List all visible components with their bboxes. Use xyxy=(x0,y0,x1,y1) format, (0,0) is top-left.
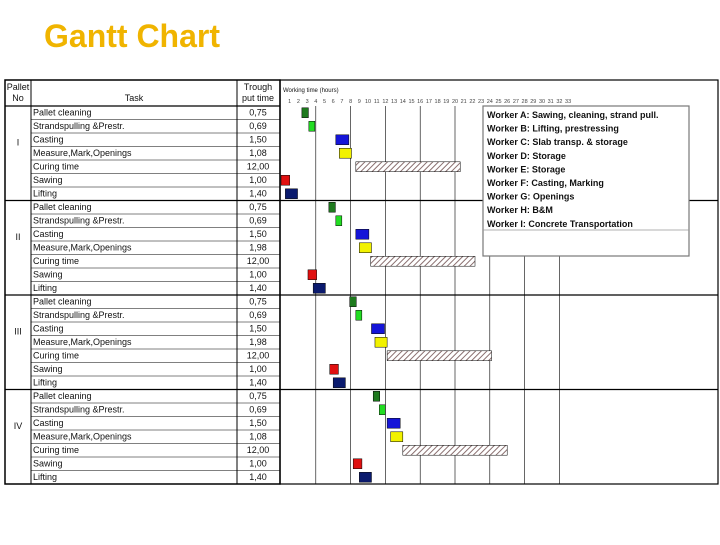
x-tick-label: 2 xyxy=(296,99,300,105)
time-value: 1,50 xyxy=(249,134,267,145)
x-tick-label: 18 xyxy=(434,99,441,105)
x-tick-label: 13 xyxy=(391,99,398,105)
task-label: Lifting xyxy=(33,188,58,199)
x-tick-label: 8 xyxy=(349,99,353,105)
time-value: 12,00 xyxy=(246,161,270,172)
gantt-bar xyxy=(350,297,357,307)
time-value: 12,00 xyxy=(246,256,270,267)
x-tick-label: 14 xyxy=(399,99,406,105)
gantt-bar xyxy=(309,121,315,131)
legend-entry: Worker E: Storage xyxy=(487,164,566,175)
pallet-column-header: Pallet xyxy=(6,82,30,92)
time-value: 12,00 xyxy=(246,445,270,456)
x-tick-label: 22 xyxy=(469,99,476,105)
task-label: Lifting xyxy=(33,283,58,294)
time-value: 1,98 xyxy=(249,242,267,253)
gantt-bar xyxy=(356,229,369,239)
x-tick-label: 11 xyxy=(373,99,380,105)
task-label: Pallet cleaning xyxy=(33,202,92,213)
task-label: Pallet cleaning xyxy=(33,107,92,118)
gantt-bar xyxy=(313,283,325,293)
legend-entry: Worker H: B&M xyxy=(487,205,553,216)
task-label: Casting xyxy=(33,323,64,334)
time-column-header: put time xyxy=(241,93,275,103)
x-tick-label: 10 xyxy=(364,99,372,105)
time-value: 0,69 xyxy=(249,121,267,132)
time-value: 1,40 xyxy=(249,283,267,294)
x-tick-label: 19 xyxy=(443,99,450,105)
gantt-bar xyxy=(281,175,290,185)
time-value: 1,50 xyxy=(249,418,267,429)
task-label: Curing time xyxy=(33,256,80,267)
x-tick-label: 21 xyxy=(460,99,467,105)
time-value: 0,69 xyxy=(249,215,267,226)
pallet-number: III xyxy=(14,326,22,337)
gantt-bar xyxy=(373,391,380,401)
time-value: 1,08 xyxy=(249,148,267,159)
slide-title: Gantt Chart xyxy=(44,18,220,54)
gantt-bar xyxy=(329,202,336,212)
gantt-bar xyxy=(285,189,297,199)
task-label: Measure,Mark,Openings xyxy=(33,242,132,253)
legend-entry: Worker F: Casting, Marking xyxy=(487,178,604,188)
gantt-bar xyxy=(353,459,362,469)
time-value: 0,69 xyxy=(249,404,267,415)
task-label: Casting xyxy=(33,418,64,429)
time-value: 1,50 xyxy=(249,229,267,240)
time-value: 1,00 xyxy=(249,458,267,469)
gantt-bar xyxy=(356,310,362,320)
x-tick-label: 27 xyxy=(512,99,519,105)
x-tick-label: 23 xyxy=(478,99,485,105)
x-tick-label: 30 xyxy=(538,99,546,105)
pallet-number: II xyxy=(15,232,21,243)
gantt-bar xyxy=(356,162,460,172)
gantt-bar xyxy=(387,351,491,361)
gantt-bar xyxy=(375,337,387,347)
time-value: 0,75 xyxy=(249,296,267,307)
x-tick-label: 29 xyxy=(530,99,537,105)
task-label: Measure,Mark,Openings xyxy=(33,337,132,348)
timeline-header: Working time (hours) xyxy=(283,88,339,94)
gantt-bar xyxy=(359,472,371,482)
x-tick-label: 26 xyxy=(504,99,511,105)
task-label: Sawing xyxy=(33,269,63,280)
time-value: 12,00 xyxy=(246,350,270,361)
gantt-bar xyxy=(333,378,345,388)
task-label: Strandspulling &Prestr. xyxy=(33,121,125,132)
time-value: 1,00 xyxy=(249,364,267,375)
legend-entry: Worker D: Storage xyxy=(487,150,566,161)
task-label: Casting xyxy=(33,229,64,240)
task-label: Sawing xyxy=(33,175,63,186)
x-tick-label: 4 xyxy=(314,99,318,105)
task-label: Curing time xyxy=(33,350,80,361)
task-label: Measure,Mark,Openings xyxy=(33,148,132,159)
time-column-header: Trough xyxy=(243,82,273,92)
time-value: 0,75 xyxy=(249,107,267,118)
task-label: Sawing xyxy=(33,458,63,469)
x-tick-label: 25 xyxy=(495,99,502,105)
time-value: 0,75 xyxy=(249,202,267,213)
legend-entry: Worker B: Lifting, prestressing xyxy=(487,123,619,134)
x-tick-label: 24 xyxy=(486,99,493,105)
time-value: 1,00 xyxy=(249,175,267,186)
gantt-bar xyxy=(336,135,349,145)
x-tick-label: 9 xyxy=(357,99,361,105)
pallet-column-header: No xyxy=(12,93,24,103)
x-tick-label: 16 xyxy=(417,99,424,105)
gantt-bar xyxy=(336,216,342,226)
x-tick-label: 28 xyxy=(521,99,528,105)
task-label: Strandspulling &Prestr. xyxy=(33,404,125,415)
x-tick-label: 17 xyxy=(425,99,432,105)
task-label: Strandspulling &Prestr. xyxy=(33,310,125,321)
pallet-number: IV xyxy=(13,421,23,432)
time-value: 0,75 xyxy=(249,391,267,402)
x-tick-label: 7 xyxy=(340,99,344,105)
task-column-header: Task xyxy=(124,93,144,103)
x-tick-label: 15 xyxy=(408,99,415,105)
task-label: Strandspulling &Prestr. xyxy=(33,215,125,226)
task-label: Curing time xyxy=(33,161,80,172)
gantt-bar xyxy=(371,256,475,266)
time-value: 1,40 xyxy=(249,188,267,199)
task-label: Sawing xyxy=(33,364,63,375)
task-label: Lifting xyxy=(33,472,58,483)
x-tick-label: 5 xyxy=(322,99,327,105)
time-value: 1,98 xyxy=(249,337,267,348)
x-tick-label: 3 xyxy=(305,99,309,105)
x-tick-label: 20 xyxy=(451,99,459,105)
gantt-bar xyxy=(391,432,403,442)
x-tick-label: 12 xyxy=(382,99,389,105)
gantt-bar xyxy=(359,243,371,253)
gantt-bar xyxy=(371,324,384,334)
x-tick-label: 31 xyxy=(547,99,554,105)
task-label: Casting xyxy=(33,134,64,145)
legend-entry: Worker A: Sawing, cleaning, strand pull. xyxy=(487,110,659,120)
pallet-number: I xyxy=(16,137,20,148)
x-tick-label: 1 xyxy=(288,99,292,105)
x-tick-label: 32 xyxy=(556,99,563,105)
gantt-bar xyxy=(308,270,317,280)
gantt-bar xyxy=(302,108,309,118)
time-value: 1,40 xyxy=(249,377,267,388)
task-label: Measure,Mark,Openings xyxy=(33,431,132,442)
task-label: Pallet cleaning xyxy=(33,391,92,402)
time-value: 1,50 xyxy=(249,323,267,334)
time-value: 0,69 xyxy=(249,310,267,321)
gantt-bar xyxy=(387,418,400,428)
legend-entry: Worker G: Openings xyxy=(487,191,575,202)
x-tick-label: 6 xyxy=(331,99,335,105)
legend-entry: Worker I: Concrete Transportation xyxy=(487,218,633,229)
task-label: Curing time xyxy=(33,445,80,456)
task-label: Pallet cleaning xyxy=(33,296,92,307)
gantt-bar xyxy=(403,445,507,455)
gantt-bar xyxy=(379,405,385,415)
time-value: 1,00 xyxy=(249,269,267,280)
task-label: Lifting xyxy=(33,377,58,388)
time-value: 1,08 xyxy=(249,431,267,442)
x-tick-label: 33 xyxy=(565,99,572,105)
legend-entry: Worker C: Slab transp. & storage xyxy=(487,137,628,148)
gantt-bar xyxy=(330,364,339,374)
gantt-bar xyxy=(339,148,351,158)
time-value: 1,40 xyxy=(249,472,267,483)
